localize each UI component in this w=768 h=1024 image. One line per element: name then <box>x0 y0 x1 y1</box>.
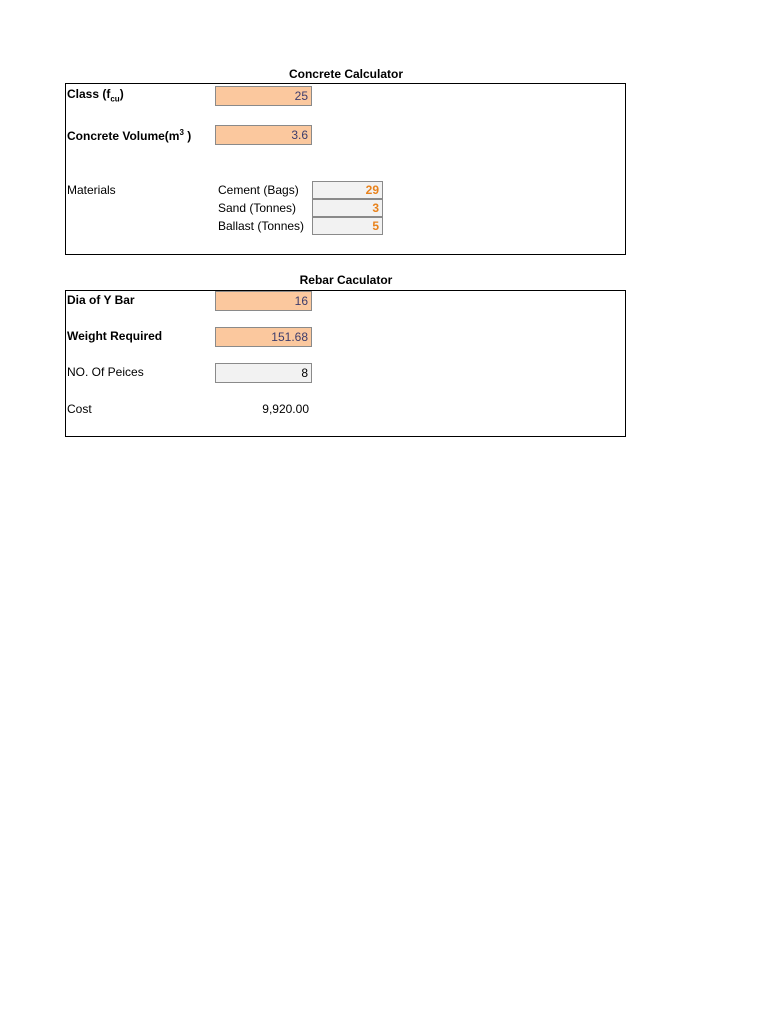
class-label: Class $(f_{cu})$ <box>67 87 124 104</box>
concrete-volume-input[interactable]: 3.6 <box>215 125 312 145</box>
materials-label: Materials <box>67 183 116 197</box>
weight-required-input[interactable]: 151.68 <box>215 327 312 347</box>
cement-label: Cement (Bags) <box>218 183 299 197</box>
concrete-volume-label: Concrete $Volume(m^3$ ) <box>67 128 192 143</box>
weight-required-label: Weight Required <box>67 329 163 343</box>
sand-label: Sand (Tonnes) <box>218 201 297 215</box>
ballast-value: 5 <box>312 217 383 235</box>
concrete-calculator-title: Concrete Calculator <box>288 67 404 81</box>
pieces-value: 8 <box>215 363 312 383</box>
rebar-calculator-box <box>65 290 626 437</box>
cement-value: 29 <box>312 181 383 199</box>
ballast-label: Ballast (Tonnes) <box>218 219 305 233</box>
dia-label: Dia of Y Bar <box>67 293 135 307</box>
class-input[interactable]: 25 <box>215 86 312 106</box>
cost-label: Cost <box>67 402 92 416</box>
rebar-calculator-title: Rebar Caculator <box>299 273 393 287</box>
dia-input[interactable]: 16 <box>215 291 312 311</box>
sand-value: 3 <box>312 199 383 217</box>
cost-value: 9,920.00 <box>262 402 309 416</box>
pieces-label: NO. Of Peices <box>67 365 144 379</box>
